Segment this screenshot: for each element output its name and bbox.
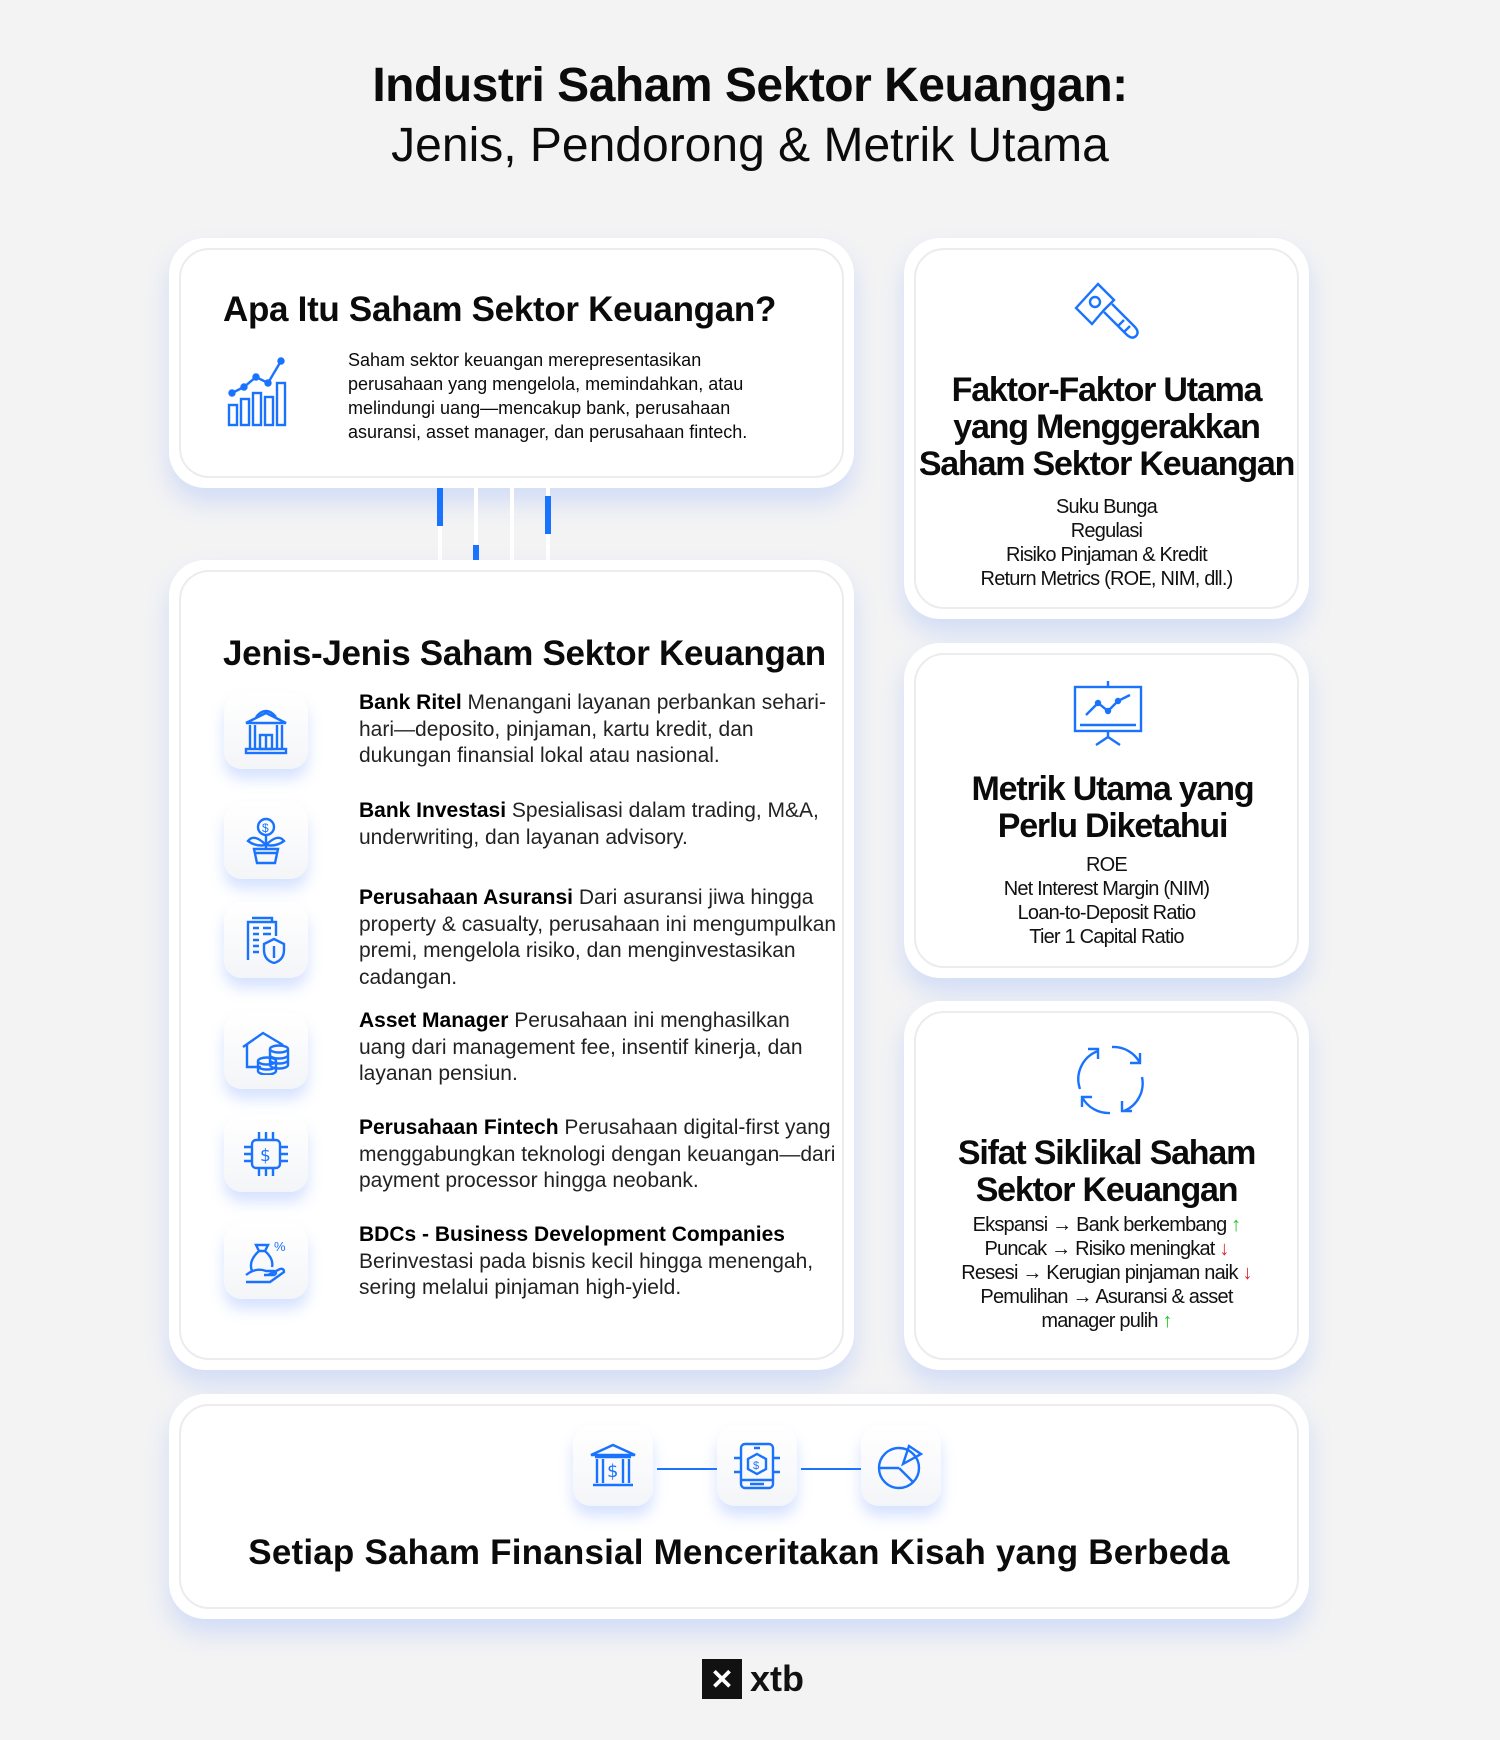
money-bag-hand-icon <box>224 1223 308 1299</box>
pie-chart-icon <box>861 1426 941 1506</box>
metrics-list <box>916 853 1297 949</box>
bank-building-icon <box>224 693 308 769</box>
connector-line <box>801 1468 865 1470</box>
xtb-logo <box>702 1658 804 1700</box>
svg-text:$: $ <box>262 821 269 835</box>
connector-line <box>657 1468 721 1470</box>
dollar-chip-icon <box>224 1116 308 1192</box>
metrics-heading: Metrik Utama yang Perlu Diketahui <box>971 770 1254 845</box>
intro-card <box>169 238 854 488</box>
drivers-list <box>916 495 1297 591</box>
type-name: Perusahaan Fintech <box>359 1116 559 1139</box>
cycle-item <box>946 1213 1267 1237</box>
type-desc: Perusahaan digital-first yang menggabungkan teknologi dengan keuangan—dari payment processor hingga neobank. <box>359 1116 836 1192</box>
title-line-1: Industri Saham Sektor Keuangan: <box>372 59 1128 112</box>
type-name: Bank Ritel <box>359 691 462 714</box>
arrow-up-icon: ↑ <box>1231 1214 1241 1236</box>
cycle-item <box>946 1285 1267 1333</box>
type-item-asset-manager <box>359 1008 839 1088</box>
type-desc: Berinvestasi pada bisnis kecil hingga menengah, sering melalui pinjaman high-yield. <box>359 1249 814 1299</box>
page-title <box>0 56 1500 176</box>
cycle-text: Ekspansi → Bank berkembang <box>972 1214 1227 1236</box>
svg-text:$: $ <box>753 1460 760 1472</box>
cyclical-card <box>904 1001 1309 1370</box>
arrow-up-icon: ↑ <box>1162 1310 1172 1332</box>
cycle-text: Resesi → Kerugian pinjaman naik <box>961 1262 1238 1284</box>
metric-item: Tier 1 Capital Ratio <box>1029 926 1184 948</box>
cycle-arrows-icon <box>1072 1041 1148 1122</box>
connector-bar <box>473 545 479 560</box>
drivers-heading: Faktor-Faktor Utama yang Menggerakkan Saham Sektor Keuangan <box>918 371 1295 483</box>
type-name: Asset Manager <box>359 1009 509 1032</box>
svg-text:%: % <box>274 1239 286 1254</box>
cycle-text: Pemulihan → Asuransi & asset manager pulih <box>980 1286 1233 1332</box>
type-name: Perusahaan Asuransi <box>359 886 573 909</box>
key-icon <box>1072 278 1144 355</box>
title-line-2: Jenis, Pendorong & Metrik Utama <box>391 119 1109 172</box>
type-name: Bank Investasi <box>359 799 507 822</box>
cycle-item <box>946 1261 1267 1285</box>
driver-item: Suku Bunga <box>1056 496 1157 518</box>
mobile-dollar-icon <box>717 1426 797 1506</box>
footer-card <box>169 1394 1309 1619</box>
money-plant-icon <box>224 803 308 879</box>
type-item-bdc <box>359 1222 839 1302</box>
driver-item: Regulasi <box>1070 520 1143 542</box>
type-item-bank-investasi <box>359 798 839 851</box>
xtb-logo-mark: ✕ <box>702 1659 742 1699</box>
type-item-fintech <box>359 1115 839 1195</box>
presentation-chart-icon <box>1072 679 1144 752</box>
xtb-logo-text: xtb <box>750 1658 804 1699</box>
growth-chart-icon <box>227 353 303 434</box>
connector-bar <box>545 496 551 534</box>
intro-heading: Apa Itu Saham Sektor Keuangan? <box>223 290 777 329</box>
type-item-asuransi <box>359 885 839 991</box>
type-item-bank-ritel <box>359 690 839 770</box>
drivers-card <box>904 238 1309 619</box>
svg-text:$: $ <box>260 1146 271 1166</box>
metric-item: Loan-to-Deposit Ratio <box>1017 902 1196 924</box>
intro-body: Saham sektor keuangan merepresentasikan perusahaan yang mengelola, memindahkan, atau melindungi uang—mencakup bank, perusahaan asuransi, asset manager, dan perusahaan fintech. <box>348 350 748 442</box>
type-desc: Perusahaan ini menghasilkan uang dari management fee, insentif kinerja, dan layanan pensiun. <box>359 1009 803 1085</box>
driver-item: Risiko Pinjaman & Kredit <box>1006 544 1207 566</box>
cyclical-list <box>946 1213 1267 1333</box>
insurance-shield-icon <box>224 902 308 978</box>
house-coins-icon <box>224 1013 308 1089</box>
driver-item: Return Metrics (ROE, NIM, dll.) <box>980 568 1233 590</box>
svg-text:$: $ <box>607 1461 619 1482</box>
types-card <box>169 560 854 1370</box>
metric-item: Net Interest Margin (NIM) <box>1003 878 1210 900</box>
cycle-item <box>946 1237 1267 1261</box>
footer-text: Setiap Saham Finansial Menceritakan Kisah yang Berbeda <box>248 1533 1230 1572</box>
metric-item: ROE <box>1086 854 1127 876</box>
type-desc: Menangani layanan perbankan sehari-hari—deposito, pinjaman, kartu kredit, dan dukungan finansial lokal atau nasional. <box>359 691 826 767</box>
type-name: BDCs - Business Development Companies <box>359 1223 785 1246</box>
type-desc: Spesialisasi dalam trading, M&A, underwriting, dan layanan advisory. <box>359 799 819 849</box>
cycle-text: Puncak → Risiko meningkat <box>984 1238 1215 1260</box>
types-heading: Jenis-Jenis Saham Sektor Keuangan <box>223 634 826 673</box>
connector-line <box>510 488 514 560</box>
arrow-down-icon: ↓ <box>1242 1262 1252 1284</box>
metrics-card <box>904 643 1309 978</box>
bank-dollar-icon <box>573 1426 653 1506</box>
cyclical-heading: Sifat Siklikal Saham Sektor Keuangan <box>957 1134 1256 1209</box>
connector-bar <box>437 488 443 526</box>
type-desc: Dari asuransi jiwa hingga property & casualty, perusahaan ini mengumpulkan premi, mengelola risiko, dan menginvestasikan cadangan. <box>359 886 837 989</box>
arrow-down-icon: ↓ <box>1219 1238 1229 1260</box>
